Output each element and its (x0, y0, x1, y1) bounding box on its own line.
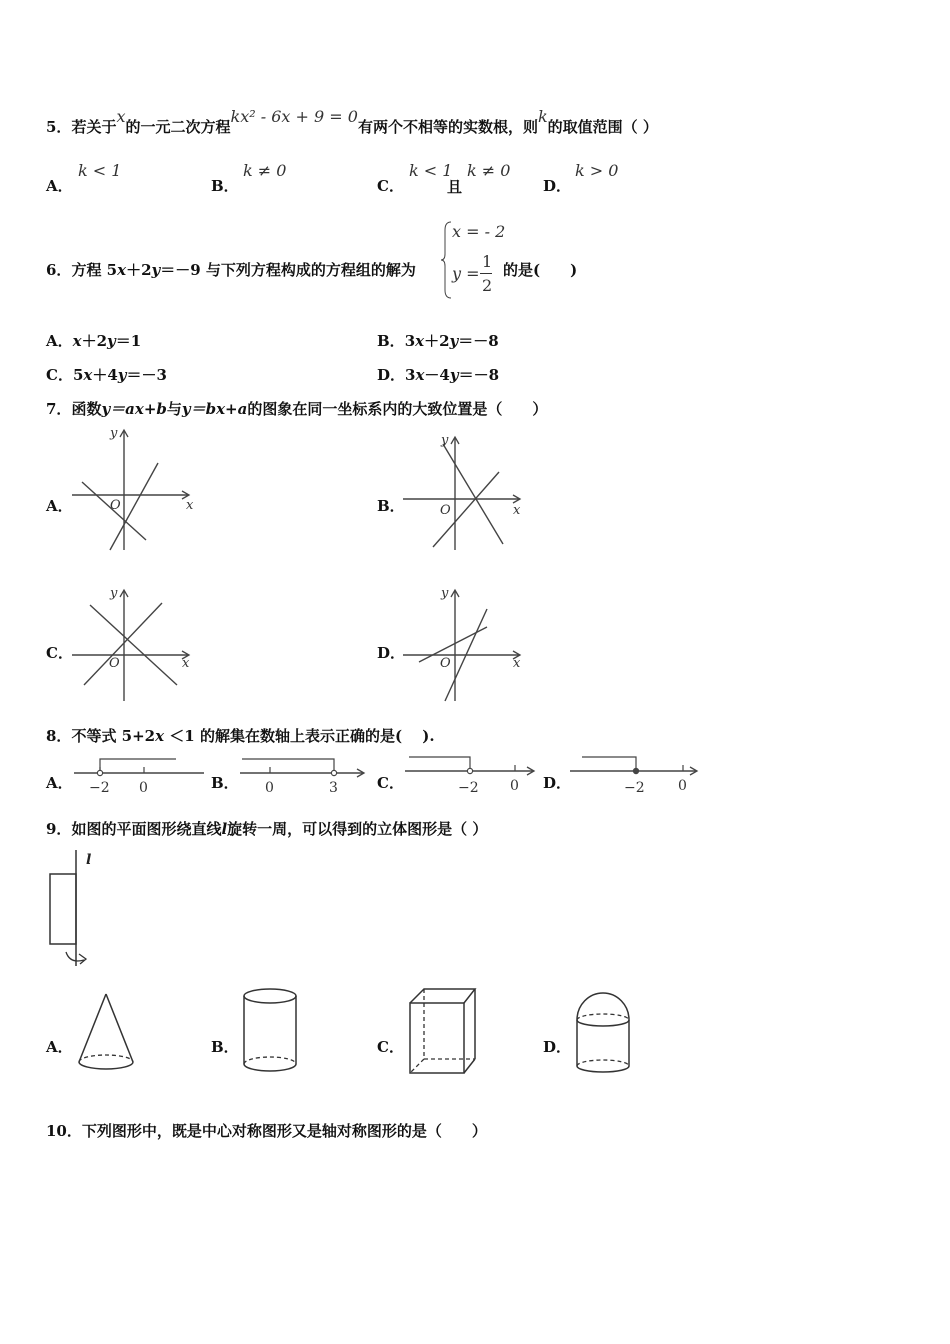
q5-equation: kx² - 6x + 9 = 0 (230, 107, 358, 126)
q6-system-line-1: x = - 2 (452, 222, 506, 241)
q7-b-x-label: x (513, 503, 521, 518)
q7-c-origin: O (109, 656, 120, 671)
q8-option-c-label: C． (377, 774, 404, 792)
q6-option-a-v1: x (72, 332, 82, 350)
q8-option-d-numberline[interactable] (568, 753, 703, 797)
q8-c-tick-1: −2 (458, 780, 479, 796)
q6-option-c-mid: ＋4 (92, 366, 118, 384)
q6-option-b-post: ＝－8 (458, 332, 499, 350)
q8-d-tick-1: −2 (624, 780, 645, 796)
q7-d-origin: O (440, 656, 451, 671)
q7-stem (46, 398, 547, 419)
q8-a-tick-1: −2 (89, 780, 110, 796)
q9-option-b-label: B． (211, 1038, 239, 1056)
q8-a-tick-2: 0 (139, 780, 148, 796)
q6-option-a-mid: ＋2 (81, 332, 108, 350)
q5-option-a-expr: k < 1 (78, 161, 122, 180)
q9-axis-label: l (86, 852, 92, 868)
q6-stem (46, 259, 416, 280)
q5-option-d-expr: k > 0 (575, 161, 619, 180)
q8-text-1: 不等式 5+2 (71, 727, 156, 745)
q9-option-c-prism[interactable] (407, 985, 479, 1079)
q6-option-c-v2: y (117, 366, 127, 384)
q6-option-b-v2: y (449, 332, 459, 350)
q7-option-a-graph[interactable] (72, 425, 197, 555)
q9-option-d-cylinder-hemisphere[interactable] (573, 990, 635, 1078)
q6-option-a[interactable] (46, 330, 141, 351)
q9-option-a-cone[interactable] (76, 990, 138, 1078)
q6-option-d-v1: x (415, 366, 425, 384)
q8-b-tick-1: 0 (265, 780, 274, 796)
q7-text-2: 与 (166, 400, 182, 418)
q5-option-b-expr: k ≠ 0 (243, 161, 287, 180)
q5-option-c-label: C． (377, 177, 404, 195)
q8-b-tick-2: 3 (329, 780, 338, 796)
q7-option-a-label: A． (46, 497, 73, 515)
q6-text-2: ＋2 (126, 261, 152, 279)
q7-option-c-graph[interactable] (72, 585, 197, 705)
q6-var-y: y (151, 261, 161, 279)
q6-var-x: x (117, 261, 127, 279)
q8-option-a-label: A． (46, 774, 73, 792)
q5-option-c-expr-2: k ≠ 0 (467, 161, 511, 180)
q7-func-2: y＝bx+a (181, 400, 248, 418)
q7-a-origin: O (110, 498, 121, 513)
q6-number: 6． (46, 261, 72, 279)
q5-option-d[interactable] (543, 161, 619, 196)
q6-stem-tail (503, 259, 577, 280)
q8-option-b-label: B． (211, 774, 239, 792)
q6-text-4: 的是( ) (503, 261, 578, 279)
q7-option-c-label: C． (46, 644, 73, 662)
q6-option-d-post: ＝－8 (458, 366, 499, 384)
q8-stem (46, 725, 435, 746)
q7-number: 7． (46, 400, 72, 418)
q8-option-d-label: D． (543, 774, 572, 792)
q6-system (440, 220, 506, 300)
q5-option-b[interactable] (211, 161, 287, 196)
q6-option-b[interactable] (377, 330, 499, 351)
q8-d-tick-2: 0 (678, 778, 687, 794)
q5-option-b-label: B． (211, 177, 239, 195)
q6-option-c-v1: x (83, 366, 93, 384)
q5-number: 5． (46, 118, 72, 136)
q8-c-tick-2: 0 (510, 778, 519, 794)
q7-option-b-label: B． (377, 497, 405, 515)
q7-text-1: 函数 (71, 400, 102, 418)
q7-option-d-label: D． (377, 644, 406, 662)
q9-plane-figure (44, 848, 104, 973)
q6-option-d-mid: －4 (424, 366, 450, 384)
q5-option-d-label: D． (543, 177, 572, 195)
q5-text-3: 有两个不相等的实数根，则 (357, 118, 538, 136)
q5-option-c-expr-1: k < 1 (409, 161, 453, 180)
q8-option-c-numberline[interactable] (403, 753, 538, 797)
q5-option-c-conj: 且 (447, 178, 463, 196)
q7-a-y-label: y (110, 426, 118, 441)
q6-option-c-post: ＝－3 (126, 366, 167, 384)
q5-option-a[interactable] (46, 161, 122, 196)
q9-number: 9． (46, 820, 72, 838)
q6-text-3: ＝－9 与下列方程构成的方程组的解为 (160, 261, 416, 279)
q5-option-a-label: A． (46, 177, 73, 195)
q7-c-x-label: x (182, 656, 190, 671)
q7-c-y-label: y (110, 586, 118, 601)
q10-stem (46, 1120, 487, 1141)
q6-frac-den: 2 (482, 276, 493, 295)
q7-text-3: 的图象在同一坐标系内的大致位置是（ ） (247, 400, 548, 418)
q5-text-1: 若关于 (71, 118, 117, 136)
q6-option-d-v2: y (449, 366, 459, 384)
q5-text-2: 的一元二次方程 (125, 118, 231, 136)
q6-option-a-label: A． (46, 332, 73, 350)
q9-text-1: 如图的平面图形绕直线 (71, 820, 222, 838)
q9-option-b-cylinder[interactable] (241, 986, 303, 1078)
q6-frac-num: 1 (482, 252, 493, 271)
q6-option-a-post: ＝1 (115, 332, 142, 350)
q5-var-x: x (116, 107, 126, 126)
q9-stem (46, 818, 487, 839)
q9-var-l: l (221, 820, 228, 838)
q8-var-x: x (155, 727, 165, 745)
q9-text-2: 旋转一周，可以得到的立体图形是（ ） (227, 820, 488, 838)
q6-system-y: y = (452, 264, 480, 283)
q5-var-k: k (537, 107, 548, 126)
q6-option-d-label: D． (377, 366, 406, 384)
q5-option-c[interactable] (377, 161, 511, 196)
q7-d-y-label: y (441, 586, 449, 601)
q6-text-1: 方程 5 (71, 261, 118, 279)
q6-option-b-label: B． (377, 332, 405, 350)
q10-text: 下列图形中，既是中心对称图形又是轴对称图形的是（ ） (81, 1122, 487, 1140)
q9-option-a-label: A． (46, 1038, 73, 1056)
q9-option-d-label: D． (543, 1038, 572, 1056)
q6-option-b-pre: 3 (404, 332, 416, 350)
q8-option-b-numberline[interactable] (238, 755, 368, 799)
q7-option-d-graph[interactable] (403, 585, 528, 705)
q7-a-x-label: x (186, 498, 194, 513)
q6-option-c[interactable] (46, 364, 167, 385)
q5-text-4: 的取值范围（ ） (547, 118, 658, 136)
q6-option-c-label: C． (46, 366, 73, 384)
q6-option-d[interactable] (377, 364, 499, 385)
q6-option-b-v1: x (415, 332, 425, 350)
q8-option-a-numberline[interactable] (72, 755, 207, 799)
q7-option-b-graph[interactable] (403, 432, 528, 554)
q6-option-d-pre: 3 (405, 366, 416, 384)
q6-option-a-v2: y (107, 332, 116, 350)
q8-number: 8． (46, 727, 72, 745)
q7-d-x-label: x (513, 656, 521, 671)
q6-frac-bar (480, 273, 492, 274)
q9-option-c-label: C． (377, 1038, 404, 1056)
q6-option-c-pre: 5 (72, 366, 84, 384)
q10-number: 10． (46, 1122, 82, 1140)
q7-func-1: y＝ax+b (101, 400, 167, 418)
q7-b-y-label: y (441, 433, 449, 448)
q7-b-origin: O (440, 503, 451, 518)
q6-option-b-mid: ＋2 (424, 332, 450, 350)
q8-text-2: ＜1 的解集在数轴上表示正确的是( ). (164, 727, 435, 745)
q5-stem (46, 107, 658, 137)
